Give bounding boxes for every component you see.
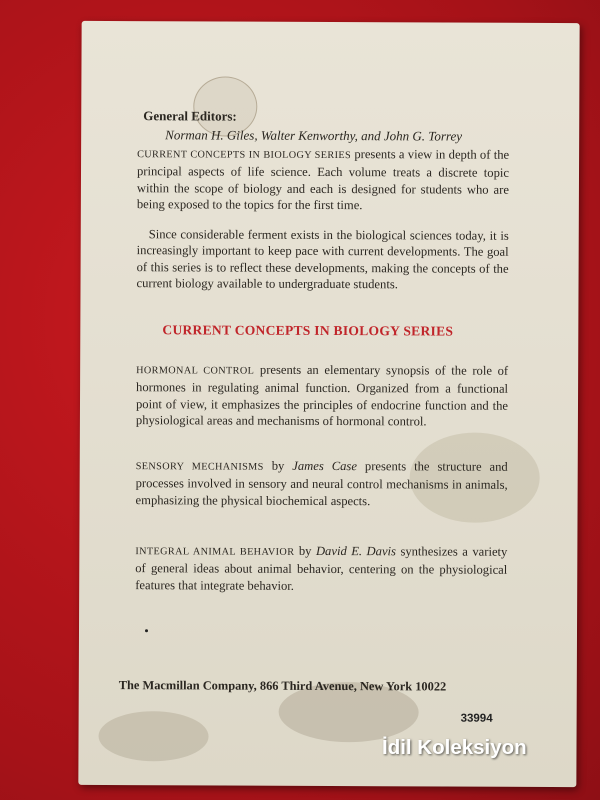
book-title: HORMONAL CONTROL — [136, 365, 255, 377]
general-editors-heading: General Editors: — [143, 108, 237, 124]
book-description: presents an elementary synopsis of the role of hormones in regulating animal function. Organized from a functional point of view, it emphasizes the principles of endocrine function and the physiological areas and mechanisms of hormonal control. — [135, 362, 509, 429]
series-intro-lead: CURRENT CONCEPTS IN BIOLOGY SERIES — [137, 149, 352, 162]
book-author-prefix: by — [263, 458, 293, 473]
book-code: 33994 — [460, 712, 493, 725]
book-description: presents the structure and processes involved in sensory and neural control mechanisms in animals, emphasizing the physical biochemical aspects. — [135, 459, 508, 508]
series-intro-text: presents a view in depth of the principal aspects of life science. Each volume treats a discrete topic within the scope of biology and each is designed for students who are being exposed to the topics for the first time. — [136, 147, 510, 213]
book-entry — [136, 361, 508, 430]
book-description: synthesizes a variety of general ideas about animal behavior, centering on the physiological features that integrate behavior. — [135, 544, 508, 593]
book-author: David E. Davis — [315, 543, 396, 559]
book-title: INTEGRAL ANIMAL BEHAVIOR — [135, 546, 295, 558]
stain — [98, 711, 208, 761]
book-entry — [136, 457, 508, 510]
general-editors-names: Norman H. Giles, Walter Kenworthy, and John G. Torrey — [165, 127, 463, 144]
book-author-prefix: by — [294, 543, 317, 558]
ink-dot — [145, 629, 148, 632]
watermark: İdil Koleksiyon — [382, 736, 527, 759]
series-intro — [137, 145, 509, 214]
book-author: James Case — [292, 458, 357, 474]
series-intro-second: Since considerable ferment exists in the biological sciences today, it is increasingly important to keep pace with current developments. The goal of this series is to reflect these developments, making the concepts of the current biology available to undergraduate students. — [136, 227, 509, 292]
book-title: SENSORY MECHANISMS — [135, 461, 264, 473]
publisher-line: The Macmillan Company, 866 Third Avenue, New York 10022 — [118, 678, 447, 694]
series-title: CURRENT CONCEPTS IN BIOLOGY SERIES — [162, 322, 454, 339]
book-entry — [135, 542, 507, 595]
book-back-cover — [78, 21, 579, 787]
